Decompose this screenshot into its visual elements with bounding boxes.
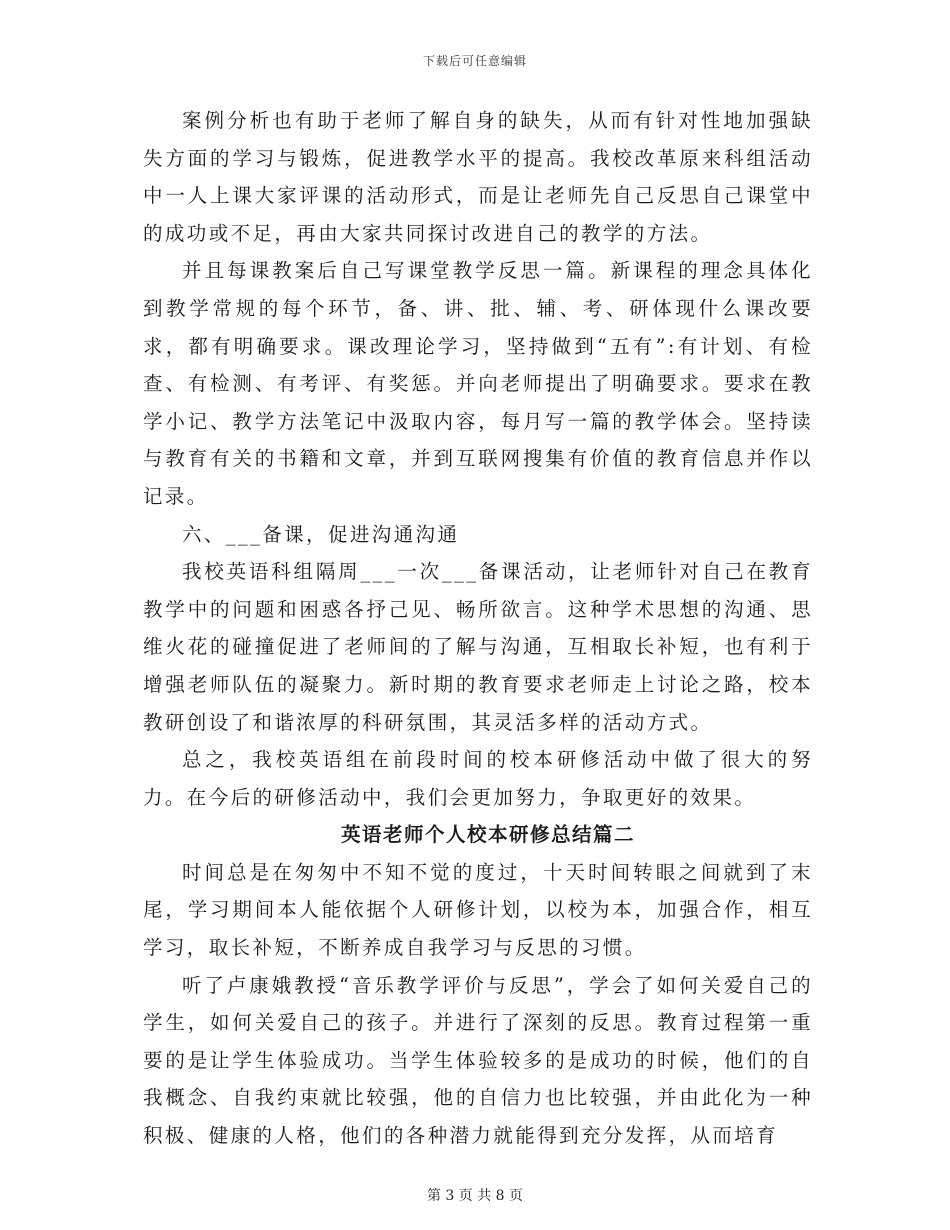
page-header: 下载后可任意编辑 — [422, 54, 527, 68]
paragraph-lesson-reflection: 并且每课教案后自己写课堂教学反思一篇。新课程的理念具体化到教学常规的每个环节，备、讲、批、辅、考、研体现什么课改要求，都有明确要求。课改理论学习，坚持做到“五有”:有计划、有检查、有检测、有考评、有奖惩。并向老师提出了明确要求。要求在教学小记、教学方法笔记中汲取内容，每月写一篇的教学体会。坚持读与教育有关的书籍和文章，并到互联网搜集有价值的教育信息并作以记录。 — [143, 259, 813, 508]
paragraph-time-passes: 时间总是在匆匆中不知不觉的度过，十天时间转眼之间就到了末尾，学习期间本人能依据个人研修计划，以校为本，加强合作，相互学习，取长补短，不断养成自我学习与反思的习惯。 — [143, 860, 813, 960]
article-title: 英语老师个人校本研修总结篇二 — [340, 823, 635, 847]
paragraph-summary: 总之，我校英语组在前段时间的校本研修活动中做了很大的努力。在今后的研修活动中，我们会更加努力，争取更好的效果。 — [143, 748, 813, 809]
page-number: 第 3 页 共 8 页 — [426, 1188, 524, 1204]
paragraph-lecture-reflection: 听了卢康娥教授“音乐教学评价与反思”，学会了如何关爱自己的学生，如何关爱自己的孩子。并进行了深刻的反思。教育过程第一重要的是让学生体验成功。当学生体验较多的是成功的时候，他们的自我概念、自我约束就比较强，他的自信力也比较强，并由此化为一种积极、健康的人格，他们的各种潜力就能得到充分发挥，从而培育 — [143, 973, 813, 1148]
paragraph-case-analysis: 案例分析也有助于老师了解自身的缺失，从而有针对性地加强缺失方面的学习与锻炼，促进教学水平的提高。我校改革原来科组活动中一人上课大家评课的活动形式，而是让老师先自己反思自己课堂中的成功或不足，再由大家共同探讨改进自己的教学的方法。 — [143, 109, 813, 245]
section-heading-six: 六、___备课，促进沟通沟通 — [182, 522, 460, 546]
paragraph-group-lesson-prep: 我校英语科组隔周___一次___备课活动，让老师针对自己在教育教学中的问题和困惑各抒己见、畅所欲言。这种学术思想的沟通、思维火花的碰撞促进了老师间的了解与沟通，互相取长补短，也有利于增强老师队伍的凝聚力。新时期的教育要求老师走上讨论之路，校本教研创设了和谐浓厚的科研氛围，其灵活多样的活动方式。 — [143, 560, 813, 734]
document-body — [143, 102, 813, 1155]
